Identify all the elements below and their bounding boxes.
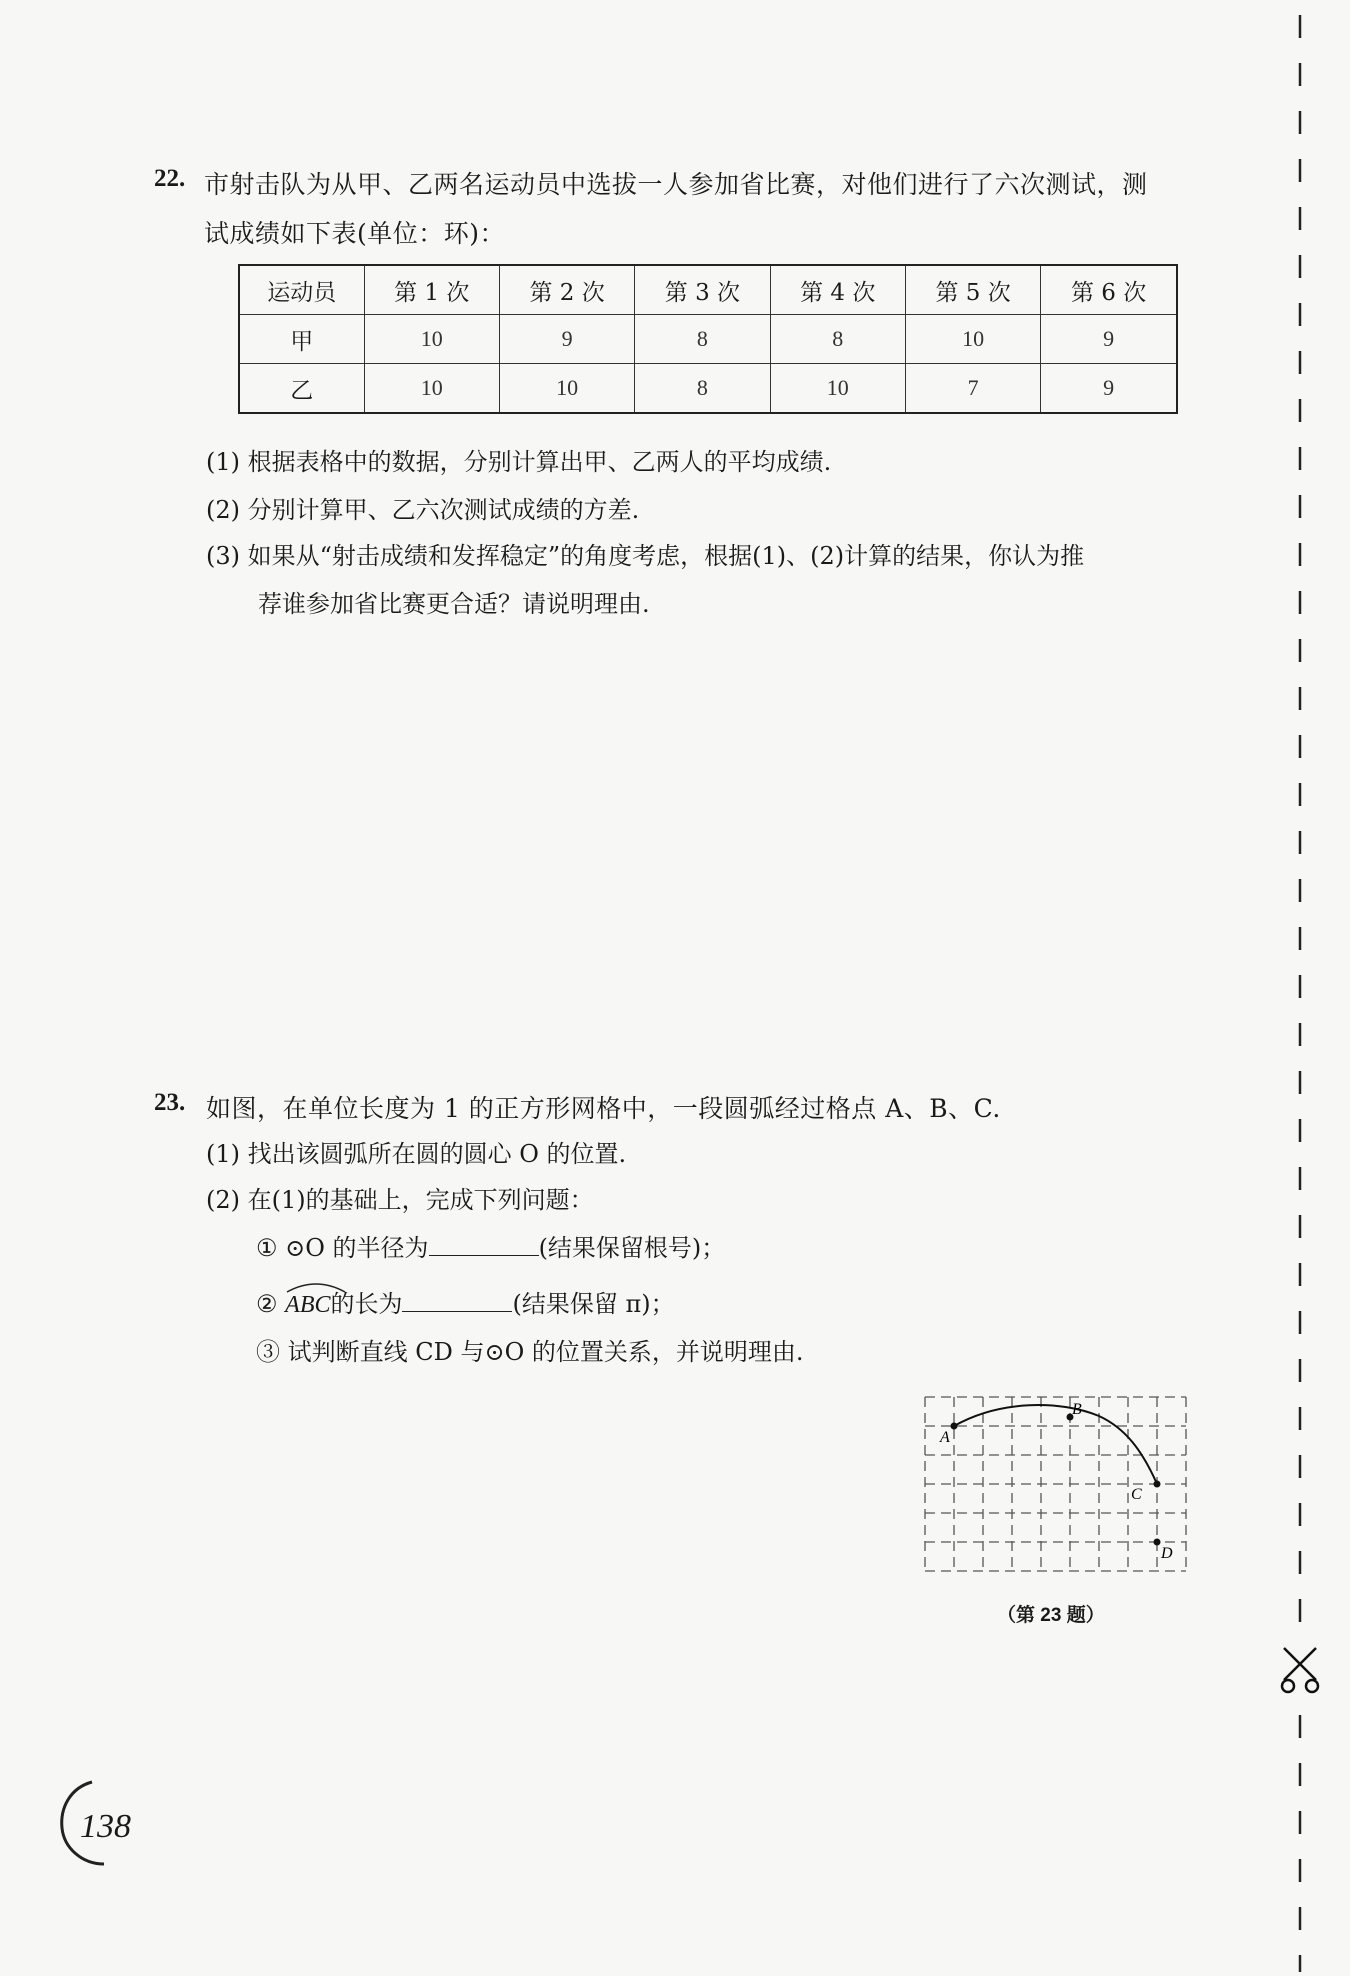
question-23-item-1 [256,1228,725,1263]
table-cell: 10 [770,364,905,414]
question-23-part-1: (1) 找出该圆弧所在圆的圆心 O 的位置. [206,1140,627,1168]
figure-caption: （第 23 题） [997,1605,1105,1626]
answer-blank-radius[interactable] [429,1233,539,1256]
table-cell: 甲 [239,315,364,364]
table-cell: 乙 [239,364,364,414]
label-d: D [1161,1545,1173,1562]
question-22-part-3-line-2: 荐谁参加省比赛更合适？请说明理由. [258,590,650,618]
table-header: 第 3 次 [635,265,770,315]
label-b: B [1072,1401,1082,1418]
question-22-line-2: 试成绩如下表(单位：环)： [204,219,506,248]
answer-blank-arc-length[interactable] [402,1289,512,1312]
circular-arc [954,1405,1157,1484]
table-cell: 10 [364,364,499,414]
table-header: 第 6 次 [1041,265,1177,315]
question-23-item-3: ③ 试判断直线 CD 与⊙O 的位置关系，并说明理由. [256,1338,804,1366]
table-header: 第 1 次 [364,265,499,315]
label-a: A [940,1429,950,1446]
table-row [239,364,1177,414]
question-23-part-2: (2) 在(1)的基础上，完成下列问题： [206,1186,594,1214]
point-c [1154,1481,1161,1488]
table-cell: 9 [1041,364,1177,414]
question-23-number: 23. [154,1089,186,1116]
table-cell: 10 [364,315,499,364]
table-header-row [239,265,1177,315]
table-cell: 9 [1041,315,1177,364]
table-cell: 8 [635,364,770,414]
item-1-suffix: (结果保留根号)； [538,1234,726,1262]
item-1-prefix: ① ⊙O 的半径为 [256,1234,429,1262]
question-22-number: 22. [154,165,186,192]
page-number: 138 [80,1808,131,1845]
dashed-grid [925,1397,1186,1571]
table-row [239,315,1177,364]
table-cell: 7 [905,364,1040,414]
question-22-part-3-line-1: (3) 如果从“射击成绩和发挥稳定”的角度考虑，根据(1)、(2)计算的结果，你认为推 [206,542,1085,570]
arc-symbol-icon [285,1280,347,1294]
item-2-mid: 的长为 [330,1290,403,1318]
question-22-part-2: (2) 分别计算甲、乙六次测试成绩的方差. [206,496,640,524]
cut-line [1280,0,1340,1976]
scissors-icon [1282,1648,1318,1692]
question-22-line-1: 市射击队为从甲、乙两名运动员中选拔一人参加省比赛，对他们进行了六次测试，测 [204,170,1148,199]
table-cell: 9 [499,315,634,364]
question-22-part-1: (1) 根据表格中的数据，分别计算出甲、乙两人的平均成绩. [206,448,832,476]
table-header: 第 4 次 [770,265,905,315]
grid-figure [920,1392,1192,1578]
arc-notation [285,1290,330,1319]
table-header: 第 2 次 [499,265,634,315]
label-c: C [1131,1486,1142,1503]
question-23-item-2 [256,1284,675,1319]
item-2-prefix: ② [256,1290,278,1318]
item-2-suffix: (结果保留 π)； [512,1290,675,1318]
table-cell: 10 [499,364,634,414]
arc-label: ABC [285,1292,331,1318]
point-a [951,1423,958,1430]
table-header: 运动员 [239,265,364,315]
table-cell: 8 [635,315,770,364]
table-header: 第 5 次 [905,265,1040,315]
point-d [1154,1539,1161,1546]
table-cell: 10 [905,315,1040,364]
score-table [238,264,1178,414]
question-23-line-1: 如图，在单位长度为 1 的正方形网格中，一段圆弧经过格点 A、B、C. [206,1094,1001,1123]
table-cell: 8 [770,315,905,364]
